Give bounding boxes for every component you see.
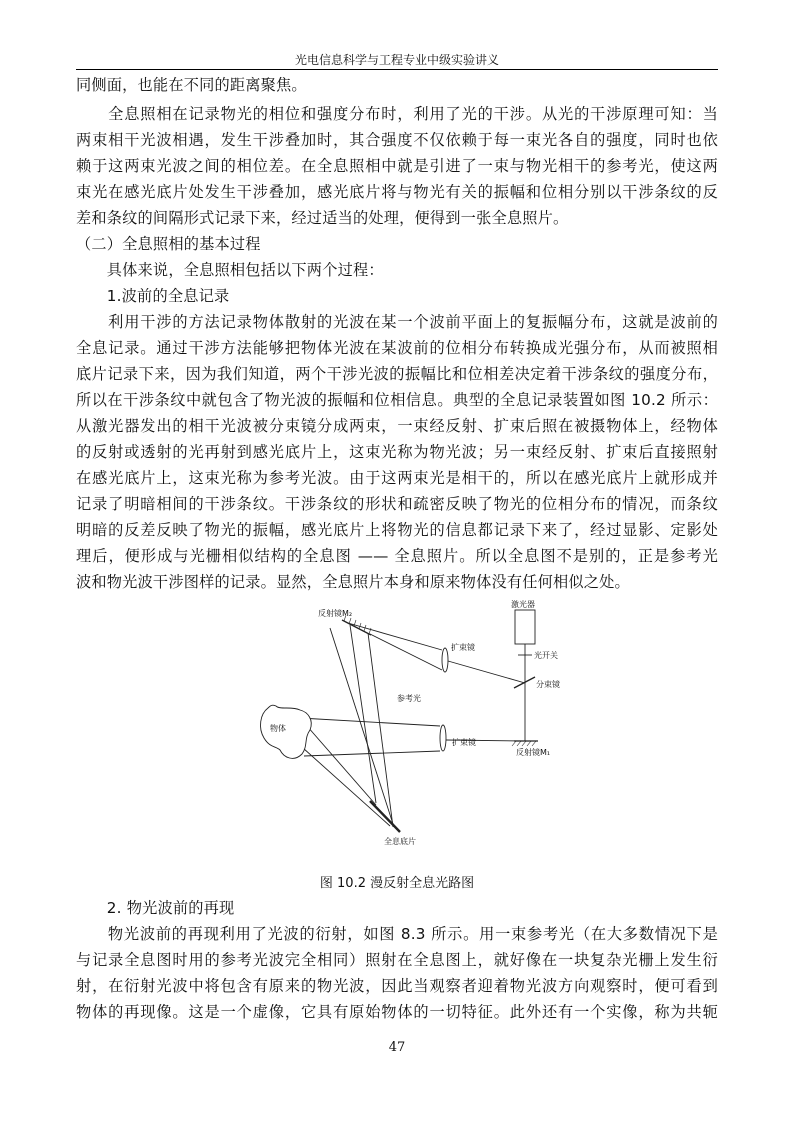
body-line: 两束相干光波相遇，发生干涉叠加时，其合强度不仅依赖于每一束光各自的强度，同时也依 (76, 131, 718, 149)
upper-expander-lens (442, 648, 448, 672)
body-line: 在感光底片上，这束光称为参考光波。由于这两束光是相干的，所以在感光底片上就形成并 (76, 469, 718, 487)
body-line: 理后，便形成与光栅相似结构的全息图 —— 全息照片。所以全息图不是别的，正是参考光 (76, 547, 718, 565)
label-reference-light: 参考光 (397, 694, 421, 703)
subsection-heading: 1.波前的全息记录 (76, 287, 230, 305)
body-line: 底片记录下来，因为我们知道，两个干涉光波的振幅比和位相差决定着干涉条纹的强度分布， (76, 365, 718, 383)
body-line: 波和物光波干涉图样的记录。显然，全息照片本身和原来物体没有任何相似之处。 (76, 573, 630, 591)
mirror-m2-mark (342, 620, 371, 635)
body-line: 束光在感光底片处发生干涉叠加，感光底片将与物光有关的振幅和位相分别以干涉条纹的反 (76, 183, 718, 201)
body-line: 从激光器发出的相干光波被分束镜分成两束，一束经反射、扩束后照在被摄物体上，经物体 (76, 417, 718, 435)
figure-caption: 图 10.2 漫反射全息光路图 (319, 876, 475, 891)
body-line: 差和条纹的间隔形式记录下来，经过适当的处理，便得到一张全息照片。 (76, 209, 569, 227)
body-line: 全息记录。通过干涉方法能够把物体光波在某波前的位相分布转换成光强分布，从而被照相 (76, 339, 718, 357)
body-line: 所以在干涉条纹中就包含了物光波的振幅和位相信息。典型的全息记录装置如图 10.2 所示： (76, 391, 718, 409)
page-number: 47 (388, 1040, 406, 1055)
body-line: 记录了明暗相间的干涉条纹。干涉条纹的形状和疏密反映了物光的位相分布的情况，而条纹 (76, 495, 718, 513)
body-line: 赖于这两束光波之间的相位差。在全息照相中就是引进了一束与物光相干的参考光，使这两 (76, 157, 718, 175)
body-line: 的反射或透射的光再射到感光底片上，这束光称为物光波；另一束经反射、扩束后直接照射 (76, 443, 718, 461)
label-upper-expander: 扩束镜 (451, 643, 475, 652)
label-plate: 全息底片 (384, 837, 416, 846)
body-line: 物光波前的再现利用了光波的衍射，如图 8.3 所示。用一束参考光（在大多数情况下是 (76, 925, 718, 943)
holographic-plate-mark (370, 801, 400, 832)
body-line: 物体的再现像。这是一个虚像，它具有原始物体的一切特征。此外还有一个实像，称为共轭 (76, 1003, 718, 1021)
label-mirror-m1: 反射镜M₁ (516, 748, 551, 757)
running-header: 光电信息科学与工程专业中级实验讲义 (294, 53, 499, 67)
label-object: 物体 (270, 724, 286, 733)
reference-beam-in (448, 661, 525, 683)
label-mirror-m2: 反射镜M₂ (318, 609, 353, 618)
subsection-heading: 2. 物光波前的再现 (76, 899, 235, 917)
body-line: 具体来说，全息照相包括以下两个过程： (76, 261, 384, 279)
label-shutter: 光开关 (534, 651, 558, 660)
holography-setup-diagram (250, 598, 560, 858)
body-line: 与记录全息图时用的参考光波完全相同）照射在全息图上，就好像在一块复杂光栅上发生衍 (76, 951, 718, 969)
lower-expander-lens (440, 725, 446, 751)
label-lower-expander: 扩束镜 (452, 738, 476, 747)
body-line: 同侧面，也能在不同的距离聚焦。 (76, 76, 307, 94)
label-laser: 激光器 (511, 600, 535, 609)
body-line: 利用干涉的方法记录物体散射的光波在某一个波前平面上的复振幅分布，这就是波前的 (76, 313, 718, 331)
section-heading: （二）全息照相的基本过程 (76, 235, 261, 253)
body-line: 明暗的反差反映了物光的振幅，感光底片上将物光的信息都记录下来了，经过显影、定影处 (76, 521, 718, 539)
body-line: 射，在衍射光波中将包含有原来的物光波，因此当观察者迎着物光波方向观察时，便可看到 (76, 977, 718, 995)
label-beam-splitter: 分束镜 (536, 680, 560, 689)
header-rule (76, 69, 718, 70)
mirror-m1-hatch (512, 741, 536, 746)
body-line: 全息照相在记录物光的相位和强度分布时，利用了光的干涉。从光的干涉原理可知：当 (76, 105, 718, 123)
laser-box (515, 610, 535, 644)
